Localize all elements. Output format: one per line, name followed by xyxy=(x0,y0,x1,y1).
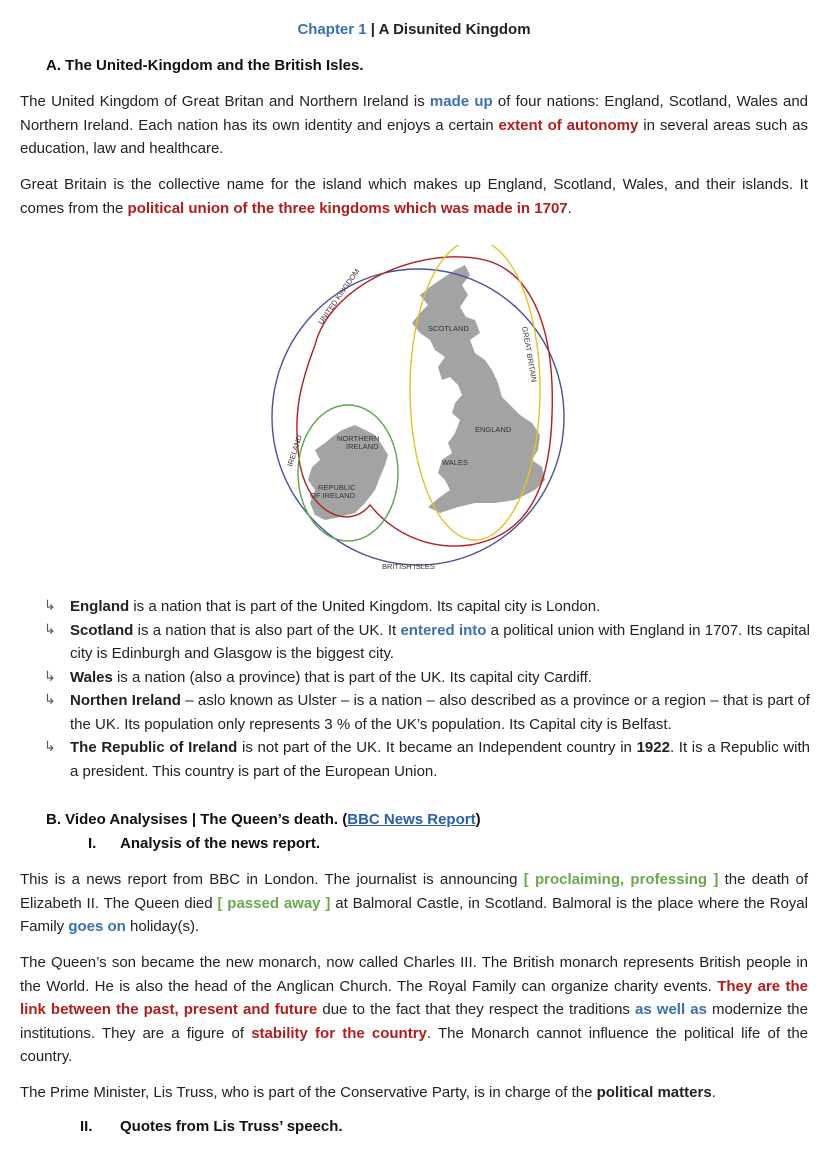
page-title xyxy=(0,21,828,38)
bullet-term: The Republic of Ireland xyxy=(70,739,238,756)
label-british-isles: BRITISH ISLES xyxy=(382,562,435,571)
subsection-ii-title: Quotes from Lis Truss’ speech. xyxy=(120,1118,343,1135)
bold-political-matters: political matters xyxy=(596,1084,712,1101)
bullet-text: is a nation that is part of the United Kingdom. Its capital city is London. xyxy=(129,598,601,615)
nations-bullet-list xyxy=(44,595,810,783)
bullet-text: . It is a Republic with a president. This country is part of the European Union. xyxy=(70,739,810,780)
section-b-heading xyxy=(46,811,481,828)
subsection-ii-marker: II. xyxy=(80,1118,93,1135)
bullet-text: – aslo known as Ulster – is a nation – also described as a province or a region – that is part of the UK. Its population only represents 3 % of the UK’s population. Its Capital city is Belfast. xyxy=(70,692,810,733)
text-run: The Queen’s son became the new monarch, now called Charles III. The British monarch represents British people in the World. He is also the head of the Anglican Church. The Royal Family can organize charity events. xyxy=(20,954,808,995)
bullet-arrow-icon: ↳ xyxy=(44,739,56,755)
bbc-news-report-link[interactable]: BBC News Report xyxy=(347,811,476,828)
label-ireland: IRELAND xyxy=(285,433,304,468)
label-england: ENGLAND xyxy=(475,425,512,434)
bullet-term: Wales xyxy=(70,668,113,686)
bullet-year: 1922 xyxy=(636,739,670,756)
subsection-i-marker: I. xyxy=(88,835,97,852)
text-run: The Prime Minister, Lis Truss, who is part of the Conservative Party, is in charge of the xyxy=(20,1084,597,1101)
text-run: the death of Elizabeth II. The Queen died xyxy=(20,871,808,912)
bullet-wales xyxy=(44,666,810,690)
great-britain-landmass xyxy=(412,265,545,513)
section-b-heading-text: B. Video Analysises | The Queen’s death. ( xyxy=(46,811,348,828)
bullet-england xyxy=(44,595,810,619)
text-run: of four nations: England, Scotland, Wales and Northern Ireland. Each nation has its own identity and enjoys a certain xyxy=(20,93,809,134)
highlight-political-union: political union of the three kingdoms which was made in 1707 xyxy=(127,199,568,217)
highlight-extent-of-autonomy: extent of autonomy xyxy=(498,116,639,134)
bullet-arrow-icon: ↳ xyxy=(44,692,56,708)
label-scotland: SCOTLAND xyxy=(428,324,469,333)
bullet-text: a political union with England in 1707. Its capital city is Edinburgh and Glasgow is the biggest city. xyxy=(70,621,810,662)
label-wales: WALES xyxy=(442,458,468,467)
text-run: The United Kingdom of Great Britan and Northern Ireland is xyxy=(20,93,430,110)
highlight-link-past-present-future: They are the link between the past, present and future xyxy=(20,977,808,1018)
bullet-text: is a nation (also a province) that is part of the UK. Its capital city Cardiff. xyxy=(112,668,592,686)
chapter-name: A Disunited Kingdom xyxy=(378,21,531,38)
text-run: This is a news report from BBC in London. The journalist is announcing xyxy=(20,871,524,888)
section-a-paragraph-2 xyxy=(20,173,808,220)
highlight-made-up: made up xyxy=(429,93,493,110)
text-run: holiday(s). xyxy=(125,918,200,935)
text-run: modernize the institutions. They are a figure of xyxy=(20,1001,808,1042)
label-republic-of-ireland-line2: OF IRELAND xyxy=(310,491,356,500)
bullet-text: is a nation that is also part of the UK. It xyxy=(133,621,401,639)
bullet-scotland xyxy=(44,619,810,666)
text-run: due to the fact that they respect the traditions xyxy=(317,1001,636,1018)
bullet-republic-of-ireland xyxy=(44,736,810,783)
highlight-stability: stability for the country xyxy=(251,1024,427,1042)
bullet-text: is not part of the UK. It became an Independent country in xyxy=(237,739,637,756)
highlight-entered-into: entered into xyxy=(400,621,487,639)
chapter-number: Chapter 1 xyxy=(297,21,367,38)
section-b-paragraph-3 xyxy=(20,1081,808,1105)
label-great-britain: GREAT BRITAIN xyxy=(520,325,539,383)
bullet-northern-ireland xyxy=(44,689,810,736)
bullet-arrow-icon: ↳ xyxy=(44,668,56,685)
bullet-arrow-icon: ↳ xyxy=(44,598,56,614)
highlight-as-well-as: as well as xyxy=(635,1001,707,1018)
highlight-goes-on: goes on xyxy=(68,918,126,935)
title-separator: | xyxy=(370,21,375,38)
label-united-kingdom: UNITED KINGDOM xyxy=(316,267,362,327)
text-run: at Balmoral Castle, in Scotland. Balmoral is the place where the Royal Family xyxy=(20,894,808,935)
text-run: . xyxy=(711,1084,716,1101)
section-b-paragraph-1 xyxy=(20,868,808,939)
bullet-term: England xyxy=(70,598,130,615)
section-b-heading-end: ) xyxy=(475,811,481,828)
synonym-died: [ passed away ] xyxy=(217,894,331,912)
bullet-term: Northen Ireland xyxy=(70,692,181,709)
text-run: in several areas such as education, law and healthcare. xyxy=(20,116,808,157)
label-northern-ireland-line2: IRELAND xyxy=(346,442,379,451)
british-isles-map xyxy=(270,245,570,575)
text-run: Great Britain is the collective name for the island which makes up England, Scotland, Wales, and their islands. It comes from the xyxy=(20,176,808,217)
text-run: . The Monarch cannot influence the political life of the country. xyxy=(20,1024,809,1065)
section-a-paragraph-1 xyxy=(20,90,808,161)
bullet-term: Scotland xyxy=(70,621,134,639)
label-republic-of-ireland-line1: REPUBLIC xyxy=(318,483,356,492)
section-a-heading: A. The United-Kingdom and the British Isles. xyxy=(46,57,364,74)
section-b-paragraph-2 xyxy=(20,951,808,1069)
label-northern-ireland-line1: NORTHERN xyxy=(337,434,380,443)
synonyms-announcing: [ proclaiming, professing ] xyxy=(523,871,719,888)
subsection-i-title: Analysis of the news report. xyxy=(120,835,321,852)
text-run: . xyxy=(567,199,572,217)
bullet-arrow-icon: ↳ xyxy=(44,621,56,638)
